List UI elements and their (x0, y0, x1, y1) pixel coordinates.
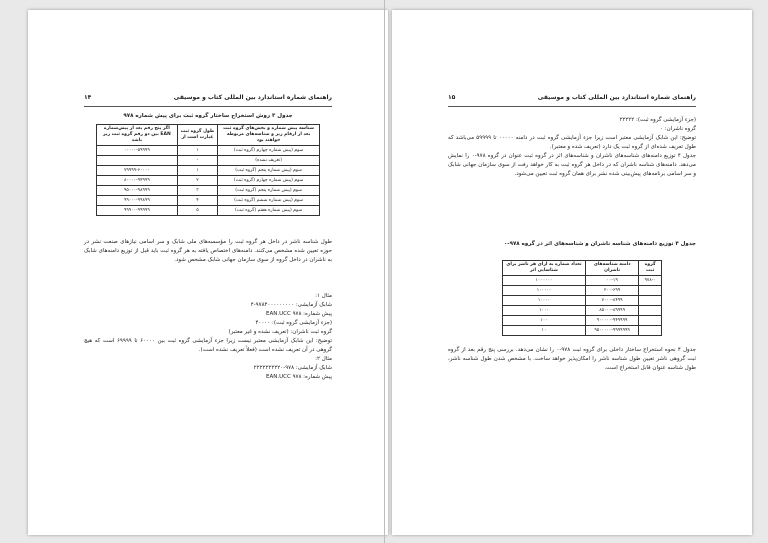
table-row (97, 196, 320, 206)
table-cell: ۹۵۰۰۰۰۰-۹۹۹۹۹۹۹ (585, 326, 638, 336)
table-row (97, 186, 320, 196)
table-cell: ۹۹۰۰۰-۹۹۸۹۹ (97, 196, 178, 206)
left-page (28, 10, 388, 535)
paragraph: جدول ۴ نحوه استخراج ساختار داخلی برای گروه ثبت ۹۷۸-۰ را نشان می‌دهد. بررسی پنج رقم بعد از گروه ثبت گروهی ناشر تعیین طول شناسه ناشر را امکان‌پذیر خواهد ساخت. با مشخص شدن طول شناسه ناشر، طول شناسه عنوان قابل استخراج است. (448, 347, 697, 371)
table-header-cell: طول گروه ثبت عبارت است از (177, 125, 217, 146)
table-cell: ۰۰-۱۹ (585, 276, 638, 286)
table-header-cell: شناسه پیش شماره و بخش‌های گروه ثبت بعد از ارقام زیر و شناسه‌های مربوطه خواهند بود (218, 125, 320, 146)
registration-group-table (96, 124, 320, 216)
table-cell: ۱۰۰۰۰۰۰ (503, 276, 586, 286)
table-header-cell: دامنه شناسه‌های ناشران (585, 261, 638, 276)
table-row (97, 176, 320, 186)
paragraph: شابک آزمایشی: ۹۷۸-۲۲۲۲۲۲۲۲۲۰ (253, 365, 332, 371)
page-number: ۱۴ (84, 94, 92, 101)
table-cell: ۸۵۰۰۰-۸۹۹۹۹ (585, 306, 638, 316)
body-text-top (448, 116, 696, 179)
table-cell: ۷۹۹۹۹-۶۰۰۰۰ (97, 166, 178, 176)
paragraph: (جزء آزمایشی گروه ثبت): ۴۰۰۰۰ (255, 320, 332, 326)
examples-block (84, 292, 332, 382)
table-row (97, 146, 320, 156)
table-row (503, 296, 662, 306)
table-cell: ۱ (177, 166, 217, 176)
table-row (97, 166, 320, 176)
table-cell (639, 306, 662, 316)
table-row (503, 286, 662, 296)
table-cell: (تعریف نشده) (218, 156, 320, 166)
table-cell (97, 156, 178, 166)
table-cell: ۲۰۰-۶۹۹ (585, 286, 638, 296)
table-cell (639, 326, 662, 336)
paragraph: (جزء آزمایشی گروه ثبت): ۲۲۲۲۲ (619, 117, 696, 123)
paragraph: مثال ۲: (315, 356, 332, 362)
header-title: راهنمای شماره استاندارد بین المللی کتاب و موسیقی (537, 94, 696, 101)
table-cell: سوم (پیش شماره چهارم (گروه ثبت) (218, 176, 320, 186)
right-page (392, 10, 752, 535)
paragraph: شابک آزمایشی: ۹۷۸۴۰۰۰۰۰۰۰۰۰-۴ (250, 302, 332, 308)
table-cell: سوم (پیش شماره پنجم (گروه ثبت) (218, 186, 320, 196)
table-cell: ۹۰۰۰۰۰-۹۴۹۹۹۹ (585, 316, 638, 326)
page-number: ۱۵ (448, 94, 456, 101)
table-cell: ۱۰۰ (503, 316, 586, 326)
table-cell: سوم (پیش شماره پنجم (گروه ثبت) (218, 166, 320, 176)
table-cell: ۴ (177, 196, 217, 206)
table-cell (639, 316, 662, 326)
table-cell: ۱۰ (503, 326, 586, 336)
table-row (503, 316, 662, 326)
table-cell: سوم (پیش شماره ششم (گروه ثبت) (218, 196, 320, 206)
paragraph: مثال ۱: (315, 293, 332, 299)
table-row (503, 306, 662, 316)
table-cell: ۰۰۰۰۰-۵۹۹۹۹ (97, 146, 178, 156)
body-text-bottom (448, 346, 696, 373)
table-row (97, 156, 320, 166)
page-divider (384, 0, 385, 543)
table-cell: ۱۰۰۰۰۰ (503, 286, 586, 296)
page-header (448, 94, 696, 107)
header-title: راهنمای شماره استاندارد بین المللی کتاب و موسیقی (173, 94, 332, 101)
table-cell: ۷۰۰۰-۸۴۹۹ (585, 296, 638, 306)
table-cell: ۳ (177, 186, 217, 196)
table-cell (639, 296, 662, 306)
page-header (84, 94, 332, 107)
table-row (503, 326, 662, 336)
body-text (84, 238, 332, 265)
paragraph: توضیح: این شابک آزمایشی معتبر نیست زیرا جزء آزمایشی گروه ثبت بین ۶۰۰۰۰ تا ۶۹۹۹۹ است که هیچ گروهی در آن تعریف نشده است (فعلاً تعریف نشده است). (84, 338, 333, 353)
paragraph: گروه ثبت ناشران: (تعریف نشده و غیر معتبر) (228, 329, 332, 335)
table-cell: ۸۰۰۰۰-۹۴۹۹۹ (97, 176, 178, 186)
table-caption: جدول ۳ روش استخراج ساختار گروه ثبت برای پیش شماره ۹۷۸ (123, 113, 293, 119)
table-cell: سوم (پیش شماره هفتم (گروه ثبت) (218, 206, 320, 216)
table-header-cell: تعداد شماره به ازای هر ناشر برای شناسایی اثر (503, 261, 586, 276)
table-cell: سوم (پیش شماره چهارم (گروه ثبت) (218, 146, 320, 156)
paragraph: توضیح: این شابک آزمایشی معتبر است زیرا جزء آزمایشی گروه ثبت در دامنه ۰۰۰۰۰ تا ۵۹۹۹۹ می‌باشد که طول تعریف شده‌ای از گروه ثبت یک دارد (تعریف شده و معتبر). (448, 135, 697, 150)
table-cell: ۹۷۸-۰ (639, 276, 662, 286)
table-cell: ۱ (177, 146, 217, 156)
table-header-cell: گروه ثبت (639, 261, 662, 276)
table-caption: جدول ۴ توزیع دامنه‌های شناسه ناشران و شناسه‌های اثر در گروه ۹۷۸-۰ (503, 241, 696, 247)
table-cell: ۵ (177, 206, 217, 216)
paragraph: جدول ۴ توزیع دامنه‌های شناسه‌های ناشران و شناسه‌های اثر در گروه ثبت عنوان در گروه ۹۷۸-۰ را نمایش می‌دهد. دامنه‌های شناسه ناشران که در داخل هر گروه ثبت به کار خواهد رفت از سوی سازمان جهانی شابک و سر اسامی برنامه‌های پیش‌بینی شده نشر برای همان گروه ثبت تعیین می‌شود. (448, 153, 696, 177)
paragraph: گروه ناشران: ۰ (660, 126, 696, 132)
paragraph: طول شناسه ناشر در داخل هر گروه ثبت را مؤسسه‌های ملی شابک و سر اسامی نیازهای صنعت نشر در حوزه تعیین شده مشخص می‌کنند. دامنه‌های اختصاص یافته به هر گروه ثبت باید قبل از توزیع دامنه‌های شابک به ناشران در داخل گروه از سوی سازمان جهانی شابک مشخص شود. (84, 239, 332, 263)
table-header-cell: اگر پنج رقم بعد از پیش‌شماره EAN بین دو رقم گروه ثبت زیر باشد (97, 125, 178, 146)
table-row (97, 206, 320, 216)
table-cell: ۹۵۰۰۰-۹۸۹۹۹ (97, 186, 178, 196)
table-cell: ۱۰۰۰ (503, 306, 586, 316)
table-cell: ۲ (177, 176, 217, 186)
table-row (503, 276, 662, 286)
paragraph: پیش شماره: EAN.UCC ۹۷۸ (266, 374, 332, 380)
table-cell: ۹۹۹۰۰-۹۹۹۹۹ (97, 206, 178, 216)
table-cell (639, 286, 662, 296)
table-cell: ۱۰۰۰۰ (503, 296, 586, 306)
table-cell: - (177, 156, 217, 166)
publisher-ranges-table (502, 260, 662, 336)
paragraph: پیش شماره: EAN.UCC ۹۷۸ (266, 311, 332, 317)
